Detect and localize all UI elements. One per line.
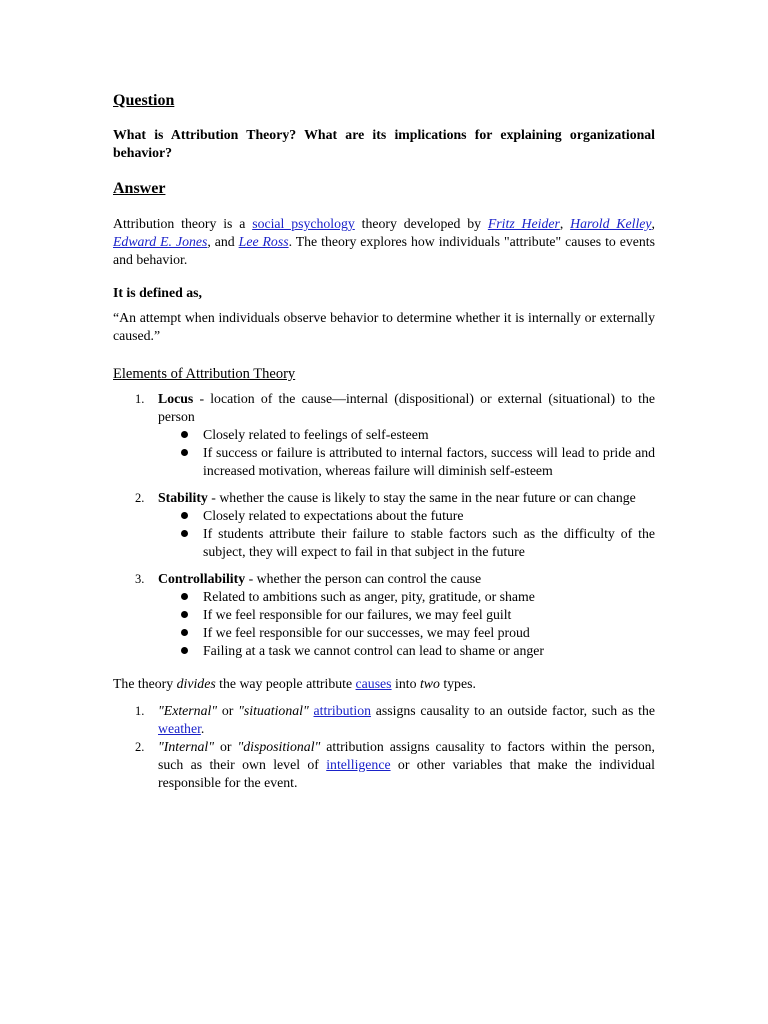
element-item-locus	[113, 390, 655, 480]
bullet-text: Closely related to feelings of self-esteem	[203, 427, 429, 442]
bullet-icon	[181, 647, 188, 654]
type-text: or other variables that make the individual responsible for the event.	[158, 757, 656, 790]
link-causes[interactable]: causes	[355, 676, 392, 691]
list-number: 2.	[135, 740, 145, 754]
defined-heading: It is defined as,	[113, 285, 202, 300]
element-term: Locus	[158, 391, 194, 406]
element-text	[158, 570, 655, 588]
bullet-item	[158, 642, 655, 660]
bullet-icon	[181, 449, 188, 456]
bullet-icon	[181, 512, 188, 519]
question-text: What is Attribution Theory? What are its implications for explaining organizational behavior?	[113, 127, 655, 160]
link-fritz-heider[interactable]: Fritz Heider	[487, 216, 560, 231]
attribution-types-list	[113, 702, 655, 792]
type-text: or	[217, 703, 239, 718]
divides-text: the way people attribute	[215, 676, 356, 691]
bullet-text: Related to ambitions such as anger, pity, gratitude, or shame	[203, 589, 535, 604]
bullet-icon	[181, 611, 188, 618]
elements-list	[113, 390, 655, 660]
bullet-icon	[181, 530, 188, 537]
divides-text: The theory	[113, 676, 177, 691]
intro-text: , and	[207, 234, 239, 249]
bullet-text: If we feel responsible for our failures, we may feel guilt	[203, 607, 512, 622]
type-term: "External"	[158, 703, 218, 718]
link-attribution[interactable]: attribution	[313, 703, 371, 718]
bullet-item	[158, 444, 655, 480]
type-term: "situational"	[238, 703, 309, 718]
bullet-text: If success or failure is attributed to internal factors, success will lead to pride and increased motivation, whereas failure will diminish self-esteem	[203, 445, 655, 478]
bullet-text: Failing at a task we cannot control can lead to shame or anger	[203, 643, 544, 658]
bullet-item	[158, 426, 655, 444]
bullet-item	[158, 507, 655, 525]
bullet-text: If we feel responsible for our successes, we may feel proud	[203, 625, 530, 640]
bullet-item	[158, 624, 655, 642]
link-lee-ross[interactable]: Lee Ross	[238, 234, 289, 249]
type-item-external	[113, 702, 655, 738]
intro-text: . The theory explores how individuals "attribute" causes to events and behavior.	[113, 234, 656, 267]
bullet-item	[158, 525, 655, 561]
intro-separator: ,	[559, 216, 571, 231]
type-text: .	[200, 721, 205, 736]
type-term: "dispositional"	[237, 739, 321, 754]
type-text: assigns causality to an outside factor, such as the	[371, 703, 655, 718]
element-item-stability	[113, 489, 655, 561]
divides-text: into	[391, 676, 420, 691]
element-desc: - whether the person can control the cause	[245, 571, 482, 586]
bullet-icon	[181, 431, 188, 438]
intro-text: theory developed by	[354, 216, 488, 231]
element-term: Stability	[158, 490, 208, 505]
element-text	[158, 390, 655, 426]
element-desc: - whether the cause is likely to stay the same in the near future or can change	[207, 490, 636, 505]
bullet-text: If students attribute their failure to stable factors such as the difficulty of the subject, they will expect to fail in that subject in the future	[203, 526, 655, 559]
link-social-psychology[interactable]: social psychology	[252, 216, 355, 231]
answer-heading: Answer	[113, 180, 166, 197]
bullet-icon	[181, 593, 188, 600]
link-weather[interactable]: weather	[158, 721, 201, 736]
elements-heading: Elements of Attribution Theory	[113, 366, 296, 382]
divides-emphasis: two	[419, 676, 440, 691]
document-content	[113, 88, 655, 792]
list-number: 1.	[135, 392, 145, 406]
definition-quote: “An attempt when individuals observe behavior to determine whether it is internally or externally caused.”	[113, 310, 655, 343]
divides-paragraph	[113, 675, 655, 693]
bullet-list	[158, 426, 655, 480]
type-term: "Internal"	[158, 739, 215, 754]
bullet-item	[158, 606, 655, 624]
bullet-icon	[181, 629, 188, 636]
element-text	[158, 489, 655, 507]
type-text: or	[214, 739, 238, 754]
link-edward-jones[interactable]: Edward E. Jones	[113, 234, 208, 249]
question-heading: Question	[113, 92, 175, 109]
divides-emphasis: divides	[176, 676, 216, 691]
link-harold-kelley[interactable]: Harold Kelley	[570, 216, 652, 231]
divides-text: types.	[439, 676, 476, 691]
bullet-list	[158, 507, 655, 561]
list-number: 2.	[135, 491, 145, 505]
list-number: 3.	[135, 572, 145, 586]
element-item-controllability	[113, 570, 655, 660]
link-intelligence[interactable]: intelligence	[326, 757, 391, 772]
intro-text: Attribution theory is a	[113, 216, 253, 231]
type-item-internal	[113, 738, 655, 792]
type-text: attribution assigns causality to factors within the person, such as their own level of	[158, 739, 655, 772]
bullet-text: Closely related to expectations about the future	[203, 508, 464, 523]
intro-paragraph	[113, 215, 655, 269]
bullet-list	[158, 588, 655, 660]
element-term: Controllability	[158, 571, 246, 586]
bullet-item	[158, 588, 655, 606]
element-desc: - location of the cause—internal (dispositional) or external (situational) to the person	[158, 391, 655, 424]
intro-separator: ,	[651, 216, 655, 231]
list-number: 1.	[135, 704, 145, 718]
